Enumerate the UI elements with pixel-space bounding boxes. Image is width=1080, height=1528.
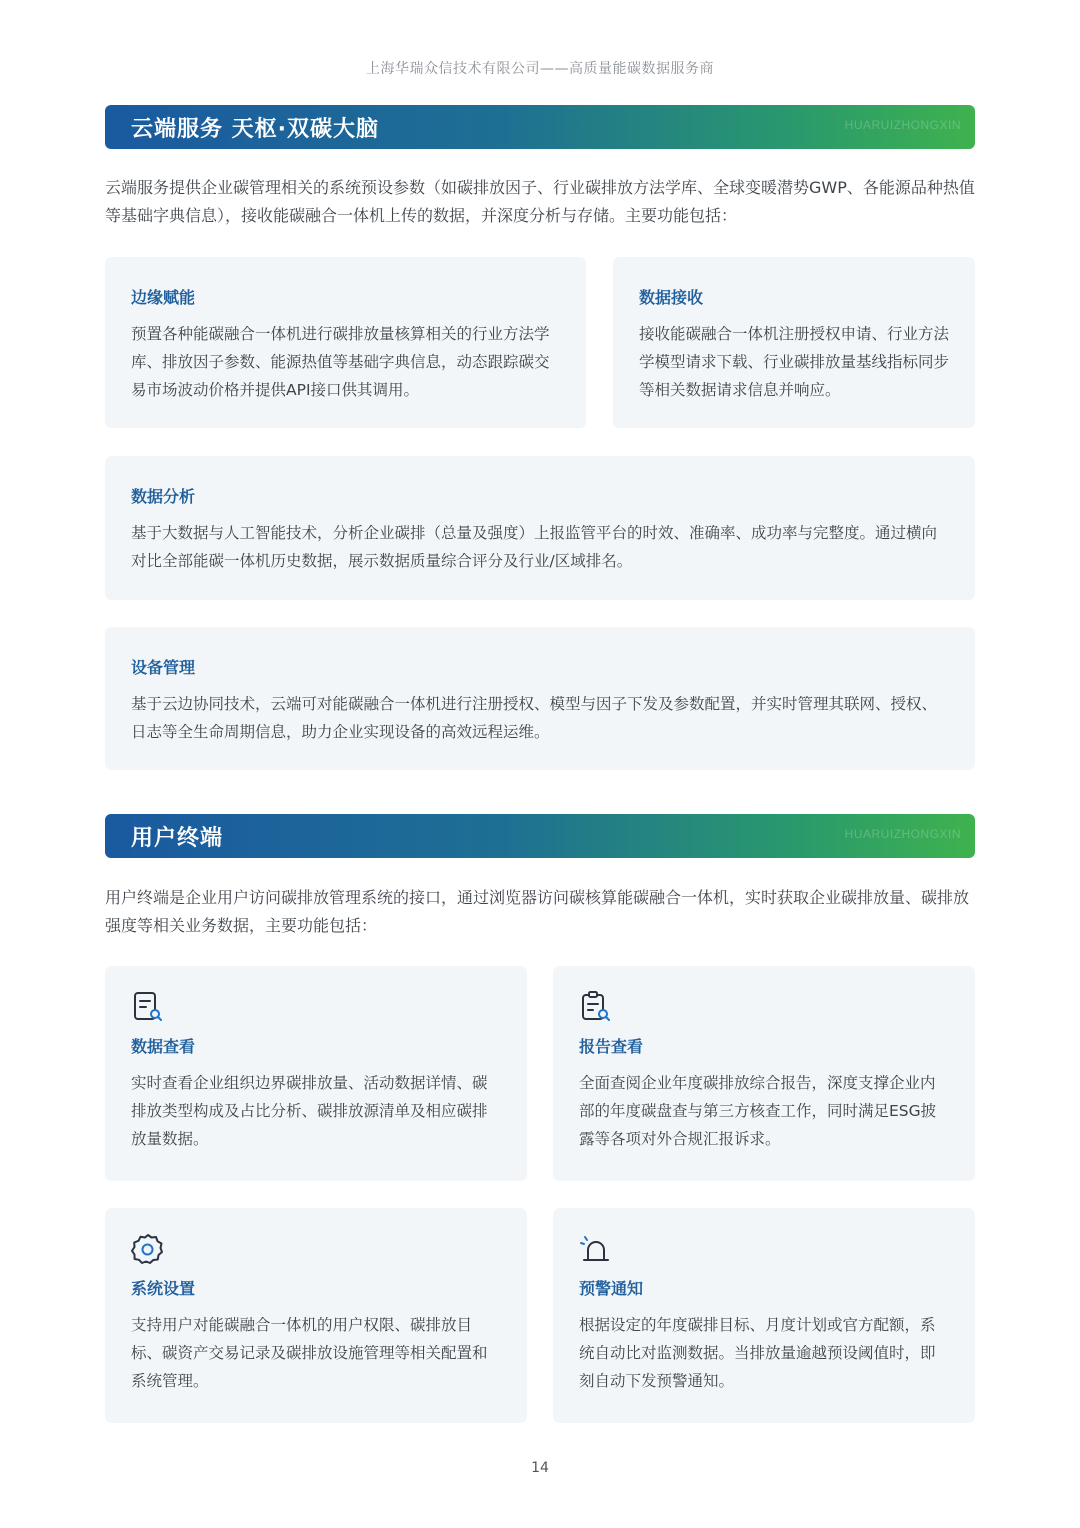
card-title: 数据分析 xyxy=(131,487,196,506)
card-body: 根据设定的年度碳排目标、月度计划或官方配额，系统自动比对监测数据。当排放量逾越预设阈值时，即刻自动下发预警通知。 xyxy=(579,1316,936,1390)
card-title: 数据接收 xyxy=(639,288,704,307)
section-intro: 云端服务提供企业碳管理相关的系统预设参数（如碳排放因子、行业碳排放方法学库、全球变暖潜势GWP、各能源品种热值等基础字典信息），接收能碳融合一体机上传的数据，并深度分析与存储。主要功能包括： xyxy=(105,178,975,225)
feature-card-data-view xyxy=(105,966,527,1181)
section-title: 用户终端 xyxy=(131,825,224,851)
watermark: HUARUIZHONGXIN xyxy=(844,118,961,132)
feature-card-analysis xyxy=(105,456,975,600)
page-header: 上海华瑞众信技术有限公司——高质量能碳数据服务商 xyxy=(366,61,714,77)
section-banner-cloud xyxy=(105,105,975,149)
report-view-icon xyxy=(579,990,613,1024)
alarm-bell-icon xyxy=(579,1232,613,1266)
feature-card-report-view xyxy=(553,966,975,1181)
feature-card-edge xyxy=(105,257,586,428)
card-title: 边缘赋能 xyxy=(131,288,196,307)
page-number: 14 xyxy=(531,1460,549,1476)
card-title: 系统设置 xyxy=(131,1279,196,1298)
section-intro: 用户终端是企业用户访问碳排放管理系统的接口，通过浏览器访问碳核算能碳融合一体机，实时获取企业碳排放量、碳排放强度等相关业务数据，主要功能包括： xyxy=(105,888,970,935)
card-title: 设备管理 xyxy=(131,658,196,677)
feature-card-alerts xyxy=(553,1208,975,1423)
feature-card-receive xyxy=(613,257,975,428)
gear-icon xyxy=(131,1232,165,1266)
data-view-icon xyxy=(131,990,165,1024)
card-body: 实时查看企业组织边界碳排放量、活动数据详情、碳排放类型构成及占比分析、碳排放源清单及相应碳排放量数据。 xyxy=(131,1074,488,1148)
section-banner-user xyxy=(105,814,975,858)
feature-card-settings xyxy=(105,1208,527,1423)
card-title: 报告查看 xyxy=(579,1037,644,1056)
card-body: 预置各种能碳融合一体机进行碳排放量核算相关的行业方法学库、排放因子参数、能源热值等基础字典信息，动态跟踪碳交易市场波动价格并提供API接口供其调用。 xyxy=(131,325,550,399)
feature-card-device xyxy=(105,627,975,770)
card-body: 全面查阅企业年度碳排放综合报告，深度支撑企业内部的年度碳盘查与第三方核查工作，同时满足ESG披露等各项对外合规汇报诉求。 xyxy=(579,1074,937,1148)
card-body: 基于云边协同技术，云端可对能碳融合一体机进行注册授权、模型与因子下发及参数配置，并实时管理其联网、授权、日志等全生命周期信息，助力企业实现设备的高效远程运维。 xyxy=(131,695,938,741)
card-title: 数据查看 xyxy=(131,1037,196,1056)
card-body: 接收能碳融合一体机注册授权申请、行业方法学模型请求下载、行业碳排放量基线指标同步等相关数据请求信息并响应。 xyxy=(639,325,950,399)
section-title: 云端服务 天枢·双碳大脑 xyxy=(131,116,380,142)
card-title: 预警通知 xyxy=(579,1279,644,1298)
card-body: 基于大数据与人工智能技术，分析企业碳排（总量及强度）上报监管平台的时效、准确率、成功率与完整度。通过横向对比全部能碳一体机历史数据，展示数据质量综合评分及行业/区域排名。 xyxy=(131,524,938,570)
watermark: HUARUIZHONGXIN xyxy=(844,827,961,841)
card-body: 支持用户对能碳融合一体机的用户权限、碳排放目标、碳资产交易记录及碳排放设施管理等相关配置和系统管理。 xyxy=(131,1316,488,1390)
